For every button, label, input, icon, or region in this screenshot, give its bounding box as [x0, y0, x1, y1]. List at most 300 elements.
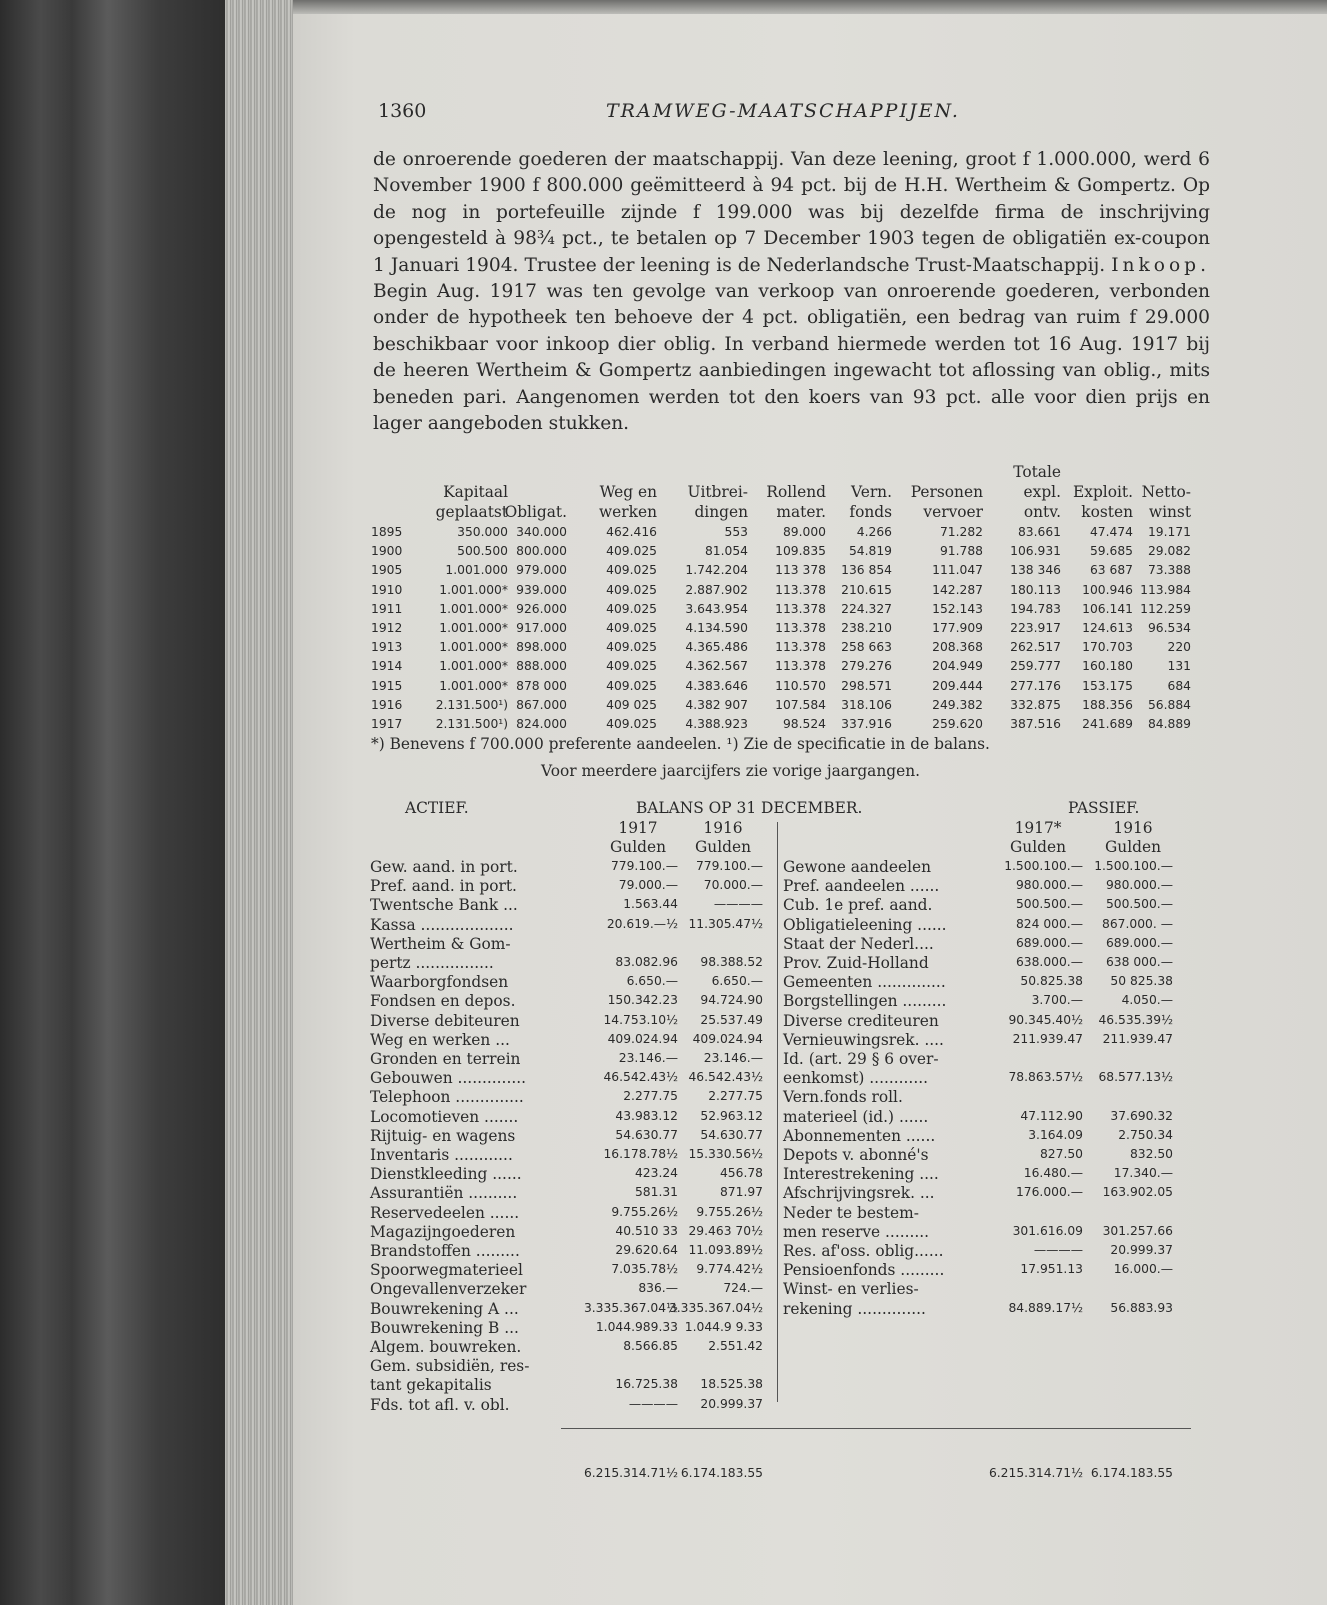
actief-item-label: pertz ................ — [370, 954, 494, 972]
table-cell: 824.000 — [516, 717, 567, 731]
table-cell: 209.444 — [932, 678, 983, 693]
actief-item-label: Telephoon .............. — [370, 1088, 524, 1107]
passief-item-label: rekening .............. — [783, 1299, 926, 1318]
actief-item-label: Gronden en terrein — [370, 1050, 521, 1068]
actief-value-1916: 23.146.— — [703, 1051, 763, 1065]
actief-value-1917: 16.178.78½ — [603, 1147, 678, 1161]
actief-value-1916: 46.542.43½ — [688, 1070, 763, 1085]
actief-item-label: Bouwrekening A ... — [370, 1299, 519, 1318]
table-cell: 800.000 — [516, 544, 567, 559]
actief-value-1917: 423.24 — [634, 1166, 678, 1181]
passief-item-label: Abonnementen ...... — [783, 1126, 936, 1145]
table-cell: 409.025 — [606, 640, 657, 655]
actief-item-label: Inventaris ............ — [370, 1146, 513, 1164]
passief-value-1917: 638.000.— — [1015, 955, 1083, 969]
actief-item-label: Assurantiën .......... — [370, 1184, 518, 1203]
actief-item-label: Weg en werken ... — [370, 1030, 510, 1049]
table-cell: 340.000 — [516, 525, 567, 539]
passief-value-1916: 301.257.66 — [1102, 1223, 1173, 1238]
actief-item-label: Locomotieven ....... — [370, 1107, 519, 1126]
passief-value-1917: 827.50 — [1039, 1147, 1083, 1161]
table-header-cell: geplaatst — [435, 503, 508, 521]
table-header-cell: vervoer — [923, 503, 983, 521]
table-cell: 238.210 — [841, 621, 892, 635]
table-cell: 113.984 — [1140, 582, 1191, 597]
actief-value-1917: 7.035.78½ — [611, 1262, 678, 1277]
passief-item-label: Vern.fonds roll. — [783, 1088, 903, 1107]
table-cell: 939.000 — [516, 582, 567, 597]
table-cell: 124.613 — [1082, 621, 1133, 635]
actief-value-1917: 29.620.64 — [615, 1243, 678, 1257]
table-cell: 106.141 — [1082, 601, 1133, 616]
right-year-1917: 1917* — [1014, 819, 1062, 837]
passief-value-1917: 211.939.47 — [1012, 1031, 1083, 1046]
table-cell: 409.025 — [606, 678, 657, 693]
actief-value-1917: 43.983.12 — [615, 1108, 678, 1123]
passief-value-1917: 84.889.17½ — [1008, 1300, 1083, 1315]
passief-item-label: Obligatieleening ...... — [783, 915, 947, 934]
table-cell: 409.025 — [606, 601, 657, 616]
passief-value-1916: 1.500.100.— — [1094, 859, 1173, 873]
passief-label: PASSIEF. — [1068, 799, 1140, 817]
actief-value-1917: 581.31 — [634, 1185, 678, 1200]
table-cell: 113.378 — [775, 640, 826, 655]
passief-item-label: Borgstellingen ......... — [783, 992, 947, 1011]
table-cell: 153.175 — [1082, 678, 1133, 693]
table-cell: 409.025 — [606, 544, 657, 559]
actief-value-1916: 52.963.12 — [700, 1108, 763, 1123]
table-cell: 136 854 — [841, 563, 892, 578]
passief-item-label: Depots v. abonné's — [783, 1146, 929, 1164]
table-year-cell: 1900 — [371, 544, 403, 559]
table-cell: 350.000 — [457, 525, 508, 539]
table-cell: 1.001.000* — [439, 659, 508, 674]
passief-item-label: Vernieuwingsrek. .... — [783, 1030, 944, 1049]
actief-value-1916: 70.000.— — [703, 878, 763, 893]
actief-value-1917: 6.650.— — [626, 974, 678, 989]
table-cell: 54.819 — [848, 544, 892, 559]
table-cell: 188.356 — [1082, 697, 1133, 712]
table-cell: 142.287 — [932, 582, 983, 597]
table-header-cell: mater. — [776, 503, 826, 521]
actief-label: ACTIEF. — [405, 799, 469, 817]
right-currency-2: Gulden — [1104, 838, 1161, 856]
passief-value-1917: 50.825.38 — [1020, 974, 1083, 989]
table-cell: 462.416 — [606, 525, 657, 539]
table-cell: 71.282 — [939, 525, 983, 539]
actief-total-1917: 6.215.314.71½ — [583, 1466, 678, 1480]
table-year-cell: 1912 — [371, 621, 403, 635]
table-cell: 59.685 — [1089, 544, 1133, 559]
table-year-cell: 1914 — [371, 659, 403, 674]
table-cell: 4.134.590 — [685, 621, 748, 635]
actief-value-1917: 836.— — [638, 1281, 678, 1296]
passief-item-label: Id. (art. 29 § 6 over- — [783, 1050, 939, 1068]
passief-value-1916: 17.340.— — [1113, 1166, 1173, 1181]
table-cell: 387.516 — [1010, 717, 1061, 731]
table-cell: 208.368 — [932, 640, 983, 655]
right-currency-1: Gulden — [1009, 838, 1066, 856]
table-cell: 91.788 — [939, 544, 983, 559]
para-text-1: de onroerende goederen der maatschappij. Van deze leening, groot f 1.000.000, werd 6 November 1900 f 800.000 geëmitteerd à 94 pct. bij de H.H. Wertheim & Gompertz. Op de nog in portefeuille zijnde f 199.000 was bij dezelfde firma de inschrijving opengesteld à 98¾ pct., te betalen op 7 December 1903 tegen de obligatiën ex-coupon 1 Januari 1904. Trustee der leening is de Nederlandsche Trust-Maatschappij. — [373, 149, 1210, 276]
passief-item-label: materieel (id.) ...... — [783, 1107, 929, 1126]
actief-item-label: tant gekapitalis — [370, 1376, 492, 1395]
table-cell: 170.703 — [1082, 640, 1133, 655]
para-emphasis: Inkoop. — [1111, 254, 1210, 276]
table-cell: 1.742.204 — [685, 563, 748, 578]
actief-item-label: Rijtuig- en wagens — [370, 1126, 516, 1145]
actief-value-1917: 3.335.367.04½ — [583, 1300, 678, 1315]
passief-value-1916: 4.050.— — [1121, 993, 1173, 1008]
actief-value-1917: 8.566.85 — [623, 1339, 678, 1353]
passief-total-1916: 6.174.183.55 — [1090, 1466, 1173, 1480]
actief-item-label: Algem. bouwreken. — [370, 1338, 522, 1356]
actief-item-label: Reservedeelen ...... — [370, 1203, 520, 1222]
passief-value-1916: 2.750.34 — [1118, 1127, 1173, 1142]
actief-value-1916: 94.724.90 — [700, 993, 763, 1008]
table-cell: 47.474 — [1089, 525, 1133, 539]
table-cell: 241.689 — [1082, 717, 1133, 731]
actief-item-label: Gebouwen .............. — [370, 1069, 527, 1088]
actief-value-1917: 16.725.38 — [615, 1377, 678, 1392]
table-cell: 553 — [724, 525, 748, 539]
book-spine — [0, 0, 225, 1605]
table-cell: 98.524 — [782, 717, 826, 731]
table-cell: 96.534 — [1147, 621, 1191, 635]
table-cell: 180.113 — [1010, 582, 1061, 597]
actief-value-1917: 23.146.— — [618, 1051, 678, 1065]
actief-item-label: Gew. aand. in port. — [370, 858, 518, 876]
actief-value-1916: 2.277.75 — [708, 1089, 763, 1104]
passief-value-1916: 211.939.47 — [1102, 1031, 1173, 1046]
table-cell: 898.000 — [516, 640, 567, 655]
left-currency-2: Gulden — [694, 838, 751, 856]
table-cell: 113.378 — [775, 601, 826, 616]
passief-value-1916: 832.50 — [1129, 1147, 1173, 1161]
table-cell: 56.884 — [1147, 697, 1191, 712]
passief-value-1917: 500.500.— — [1015, 897, 1083, 912]
actief-value-1916: 9.755.26½ — [696, 1204, 763, 1219]
passief-value-1917: 47.112.90 — [1020, 1108, 1083, 1123]
table-cell: 684 — [1167, 678, 1191, 693]
actief-value-1917: 9.755.26½ — [611, 1204, 678, 1219]
table-cell: 332.875 — [1010, 697, 1061, 712]
passief-value-1916: 20.999.37 — [1110, 1243, 1173, 1257]
actief-value-1916: 9.774.42½ — [696, 1262, 763, 1277]
passief-value-1916: 689.000.— — [1105, 935, 1173, 950]
actief-item-label: Brandstoffen ......... — [370, 1242, 520, 1260]
table-header-cell: Totale — [1013, 463, 1061, 481]
table-cell: 84.889 — [1147, 717, 1191, 731]
table-cell: 224.327 — [841, 601, 892, 616]
passief-value-1916: 50 825.38 — [1110, 974, 1173, 989]
passief-item-label: eenkomst) ............ — [783, 1069, 929, 1088]
table-header-cell: ontv. — [1023, 503, 1061, 521]
table-cell: 220 — [1167, 640, 1191, 655]
actief-value-1917: 14.753.10½ — [603, 1012, 678, 1027]
table-year-cell: 1911 — [371, 601, 403, 616]
top-edge — [293, 0, 1327, 14]
table-cell: 177.909 — [932, 621, 983, 635]
passief-value-1916: 56.883.93 — [1110, 1300, 1173, 1315]
actief-item-label: Ongevallenverzeker — [370, 1280, 527, 1299]
table-cell: 1.001.000* — [439, 678, 508, 693]
actief-value-1916: 724.— — [723, 1281, 763, 1296]
table-year-cell: 1895 — [371, 525, 403, 539]
table-cell: 194.783 — [1010, 601, 1061, 616]
actief-item-label: Fondsen en depos. — [370, 992, 516, 1011]
table-cell: 318.106 — [841, 697, 892, 712]
table-cell: 4.362.567 — [685, 659, 748, 674]
table-cell: 73.388 — [1147, 563, 1191, 578]
table-year-cell: 1916 — [371, 697, 403, 712]
passief-value-1917: 689.000.— — [1015, 935, 1083, 950]
table-cell: 4.382 907 — [685, 697, 748, 712]
actief-value-1917: 1.563.44 — [623, 897, 678, 912]
passief-item-label: men reserve ......... — [783, 1222, 930, 1241]
table-header-cell: Rollend — [766, 483, 826, 501]
actief-value-1917: 79.000.— — [618, 878, 678, 893]
table-cell: 29.082 — [1147, 544, 1191, 559]
passief-item-label: Winst- en verlies- — [783, 1280, 919, 1299]
passief-value-1917: ———— — [1033, 1243, 1083, 1257]
table-year-cell: 1917 — [371, 717, 403, 731]
passief-total-1917: 6.215.314.71½ — [988, 1466, 1083, 1480]
actief-item-label: Diverse debiteuren — [370, 1011, 520, 1030]
table-cell: 107.584 — [775, 697, 826, 712]
passief-item-label: Res. af'oss. oblig...... — [783, 1242, 944, 1260]
table-cell: 1.001.000* — [439, 621, 508, 635]
table-cell: 878 000 — [516, 678, 567, 693]
balance-title: BALANS OP 31 DECEMBER. — [636, 799, 863, 817]
actief-item-label: Dienstkleeding ...... — [370, 1165, 522, 1184]
actief-item-label: Twentsche Bank ... — [370, 896, 518, 915]
table-cell: 111.047 — [932, 563, 983, 578]
table-year-cell: 1905 — [371, 563, 403, 578]
actief-value-1916: 779.100.— — [695, 859, 763, 873]
table-header-cell: winst — [1148, 503, 1191, 521]
table-cell: 298.571 — [841, 678, 892, 693]
passief-value-1916: 163.902.05 — [1102, 1185, 1173, 1200]
table-cell: 2.131.500¹) — [435, 697, 508, 712]
table-cell: 109.835 — [775, 544, 826, 559]
actief-item-label: Magazijngoederen — [370, 1222, 516, 1241]
table-cell: 81.054 — [704, 544, 748, 559]
table-cell: 204.949 — [932, 659, 983, 674]
passief-value-1916: 46.535.39½ — [1098, 1012, 1173, 1027]
running-head: TRAMWEG-MAATSCHAPPIJEN. — [606, 100, 960, 122]
table-cell: 1.001.000* — [439, 640, 508, 655]
table-cell: 500.500 — [457, 544, 508, 559]
table-header-cell: dingen — [694, 503, 748, 521]
page-sheet — [293, 0, 1327, 1605]
table-cell: 113 378 — [775, 563, 826, 578]
actief-item-label: Bouwrekening B ... — [370, 1318, 519, 1337]
actief-value-1916: 871.97 — [719, 1185, 763, 1200]
table-cell: 160.180 — [1082, 659, 1133, 674]
table-cell: 4.388.923 — [685, 717, 748, 731]
actief-value-1917: 83.082.96 — [615, 955, 678, 969]
actief-value-1916: 18.525.38 — [700, 1377, 763, 1392]
table-cell: 3.643.954 — [685, 601, 748, 616]
actief-value-1917: 409.024.94 — [607, 1031, 678, 1046]
table-cell: 409.025 — [606, 582, 657, 597]
table-note: Voor meerdere jaarcijfers zie vorige jaargangen. — [541, 762, 921, 780]
table-cell: 4.383.646 — [685, 678, 748, 693]
table-cell: 409.025 — [606, 659, 657, 674]
passief-value-1917: 301.616.09 — [1012, 1223, 1083, 1238]
actief-value-1916: 11.305.47½ — [688, 916, 763, 931]
table-cell: 1.001.000* — [439, 601, 508, 616]
body-paragraph — [373, 147, 1210, 437]
table-cell: 337.916 — [841, 717, 892, 731]
actief-item-label: Kassa ................... — [370, 915, 514, 934]
passief-value-1916: 980.000.— — [1105, 878, 1173, 893]
table-cell: 113.378 — [775, 659, 826, 674]
table-cell: 4.365.486 — [685, 640, 748, 655]
actief-value-1917: 20.619.—½ — [606, 916, 678, 931]
passief-item-label: Interestrekening .... — [783, 1165, 939, 1184]
passief-item-label: Cub. 1e pref. aand. — [783, 896, 933, 915]
table-header-cell: Vern. — [851, 483, 892, 501]
table-cell: 4.266 — [856, 525, 892, 539]
table-cell: 2.131.500¹) — [435, 717, 508, 731]
actief-item-label: Waarborgfondsen — [370, 973, 509, 992]
table-cell: 223.917 — [1010, 621, 1061, 635]
actief-value-1916: 11.093.89½ — [688, 1243, 763, 1257]
passief-value-1916: 68.577.13½ — [1098, 1070, 1173, 1085]
table-header-cell: expl. — [1023, 483, 1061, 501]
actief-value-1917: 150.342.23 — [607, 993, 678, 1008]
actief-value-1917: 46.542.43½ — [603, 1070, 678, 1085]
actief-value-1917: 2.277.75 — [623, 1089, 678, 1104]
passief-value-1917: 78.863.57½ — [1008, 1070, 1083, 1085]
table-cell: 131 — [1167, 659, 1191, 674]
actief-value-1917: 779.100.— — [610, 859, 678, 873]
table-cell: 1.001.000 — [445, 563, 508, 578]
table-cell: 926.000 — [516, 601, 567, 616]
table-header-cell: Kapitaal — [443, 483, 508, 501]
table-cell: 409 025 — [606, 697, 657, 712]
table-cell: 262.517 — [1010, 640, 1061, 655]
table-cell: 258 663 — [841, 640, 892, 655]
passief-value-1917: 3.700.— — [1031, 993, 1083, 1008]
passief-value-1916: 16.000.— — [1113, 1262, 1173, 1277]
table-cell: 249.382 — [932, 697, 983, 712]
passief-value-1917: 1.500.100.— — [1004, 859, 1083, 873]
table-cell: 277.176 — [1010, 678, 1061, 693]
table-cell: 113.378 — [775, 582, 826, 597]
table-cell: 1.001.000* — [439, 582, 508, 597]
page-number: 1360 — [378, 100, 427, 122]
passief-item-label: Prov. Zuid-Holland — [783, 954, 929, 972]
actief-item-label: Wertheim & Gom- — [370, 934, 511, 953]
para-text-2: Begin Aug. 1917 was ten gevolge van verkoop van onroerende goederen, verbonden onder de hypotheek ten behoeve der 4 pct. obligatiën, een bedrag van ruim f 29.000 beschikbaar voor inkoop dier oblig. In verband hiermede werden tot 16 Aug. 1917 bij de heeren Wertheim & Gompertz aanbiedingen ingewacht tot aflossing van oblig., mits beneden pari. Aangenomen werden tot den koers van 93 pct. alle voor dien prijs en lager aangeboden stukken. — [373, 281, 1210, 435]
passief-item-label: Gewone aandeelen — [783, 858, 932, 876]
table-header-cell: Personen — [910, 483, 983, 501]
table-cell: 138 346 — [1010, 563, 1061, 578]
table-cell: 100.946 — [1082, 582, 1133, 597]
actief-value-1917: 40.510 33 — [615, 1223, 678, 1238]
left-year-1916: 1916 — [703, 819, 743, 837]
actief-value-1916: 54.630.77 — [700, 1127, 763, 1142]
passief-item-label: Gemeenten .............. — [783, 973, 946, 992]
actief-value-1916: 25.537.49 — [700, 1012, 763, 1027]
passief-value-1917: 176.000.— — [1015, 1185, 1083, 1200]
table-cell: 917.000 — [516, 621, 567, 635]
table-cell: 152.143 — [932, 601, 983, 616]
passief-item-label: Afschrijvingsrek. ... — [783, 1184, 935, 1203]
table-year-cell: 1913 — [371, 640, 403, 655]
actief-item-label: Spoorwegmaterieel — [370, 1261, 523, 1280]
table-cell: 63 687 — [1089, 563, 1133, 578]
page-edges — [225, 0, 295, 1605]
table-cell: 259.620 — [932, 717, 983, 731]
passief-value-1917: 17.951.13 — [1020, 1262, 1083, 1277]
table-cell: 279.276 — [841, 659, 892, 674]
table-cell: 89.000 — [782, 525, 826, 539]
total-rule — [561, 1428, 1191, 1429]
table-cell: 112.259 — [1140, 601, 1191, 616]
table-cell: 409.025 — [606, 563, 657, 578]
table-header-cell: werken — [599, 503, 657, 521]
table-header-cell: Uitbrei- — [687, 483, 748, 501]
passief-item-label: Pensioenfonds ......... — [783, 1261, 945, 1280]
actief-item-label: Fds. tot afl. v. obl. — [370, 1395, 510, 1414]
actief-value-1917: 54.630.77 — [615, 1127, 678, 1142]
actief-item-label: Gem. subsidiën, res- — [370, 1357, 530, 1376]
actief-value-1916: 1.044.9 9.33 — [684, 1319, 763, 1334]
table-cell: 83.661 — [1017, 525, 1061, 539]
table-cell: 110.570 — [775, 678, 826, 693]
column-divider — [777, 822, 778, 1402]
actief-value-1916: 29.463 70½ — [688, 1223, 763, 1238]
table-cell: 210.615 — [841, 582, 892, 597]
left-currency-1: Gulden — [609, 838, 666, 856]
actief-value-1917: 1.044.989.33 — [595, 1319, 678, 1334]
actief-value-1916: ———— — [713, 897, 763, 912]
table-cell: 19.171 — [1147, 525, 1191, 539]
actief-item-label: Pref. aand. in port. — [370, 877, 517, 896]
actief-value-1916: 6.650.— — [711, 974, 763, 989]
table-year-cell: 1915 — [371, 678, 403, 693]
table-header-cell: Weg en — [599, 483, 657, 501]
table-cell: 259.777 — [1010, 659, 1061, 674]
passief-item-label: Pref. aandeelen ...... — [783, 877, 940, 896]
table-cell: 106.931 — [1010, 544, 1061, 559]
passief-value-1916: 638 000.— — [1105, 955, 1173, 969]
table-footnote: *) Benevens f 700.000 preferente aandeelen. ¹) Zie de specificatie in de balans. — [371, 735, 990, 753]
passief-value-1917: 824 000.— — [1015, 916, 1083, 931]
table-year-cell: 1910 — [371, 582, 403, 597]
actief-value-1917: ———— — [628, 1396, 678, 1411]
table-cell: 888.000 — [516, 659, 567, 674]
table-header-cell: kosten — [1081, 503, 1133, 521]
passief-value-1917: 3.164.09 — [1028, 1127, 1083, 1142]
passief-value-1916: 500.500.— — [1105, 897, 1173, 912]
passief-item-label: Diverse crediteuren — [783, 1011, 939, 1030]
left-year-1917: 1917 — [618, 819, 658, 837]
actief-value-1916: 15.330.56½ — [688, 1147, 763, 1161]
passief-value-1917: 980.000.— — [1015, 878, 1083, 893]
table-header-cell: Exploit. — [1073, 483, 1133, 501]
table-cell: 2.887.902 — [685, 582, 748, 597]
table-cell: 409.025 — [606, 621, 657, 635]
passief-value-1917: 16.480.— — [1023, 1166, 1083, 1181]
passief-item-label: Staat der Nederl.... — [783, 934, 934, 953]
passief-item-label: Neder te bestem- — [783, 1203, 919, 1222]
passief-value-1916: 867.000. — — [1102, 916, 1173, 931]
